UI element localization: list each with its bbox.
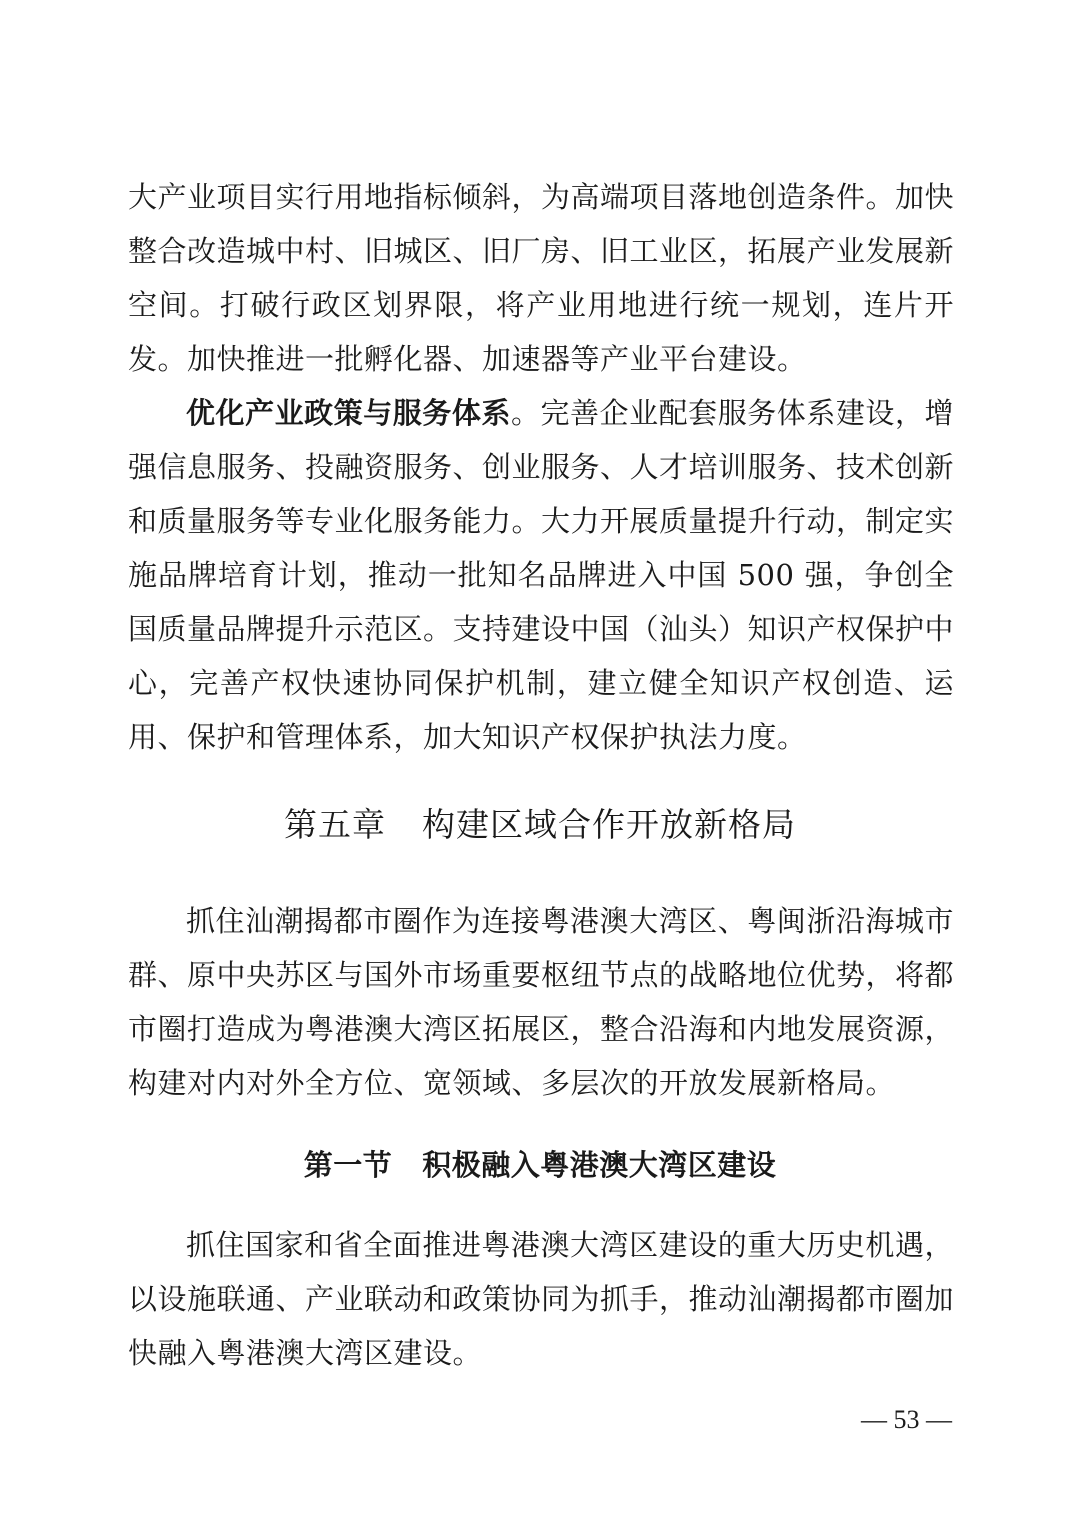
paragraph-lead-heading: 优化产业政策与服务体系 — [186, 396, 511, 430]
section-heading — [0, 1140, 1080, 1190]
paragraph-body: 。完善企业配套服务体系建设，增强信息服务、投融资服务、创业服务、人才培训服务、技术创新和质量服务等专业化服务能力。大力开展质量提升行动，制定实施品牌培育计划，推动一批知名品牌进入中国 500 强，争创全国质量品牌提升示范区。支持建设中国（汕头）知识产权保护中心，完善产权快速协同保护机制，建立健全知识产权创造、运用、保护和管理体系，加大知识产权保护执法力度。 — [128, 396, 955, 754]
chapter-number: 第五章 — [284, 805, 386, 844]
chapter-intro-paragraph: 抓住汕潮揭都市圈作为连接粤港澳大湾区、粤闽浙沿海城市群、原中央苏区与国外市场重要枢纽节点的战略地位优势，将都市圈打造成为粤港澳大湾区拓展区，整合沿海和内地发展资源，构建对内对外全方位、宽领域、多层次的开放发展新格局。 — [128, 904, 955, 1100]
chapter-heading — [0, 800, 1080, 850]
section-title: 积极融入粤港澳大湾区建设 — [422, 1148, 777, 1182]
section-number: 第一节 — [303, 1148, 393, 1182]
page-number: — 53 — — [861, 1405, 952, 1434]
chapter-title: 构建区域合作开放新格局 — [422, 805, 796, 844]
paragraph-land-use: 大产业项目实行用地指标倾斜，为高端项目落地创造条件。加快整合改造城中村、旧城区、旧厂房、旧工业区，拓展产业发展新空间。打破行政区划界限，将产业用地进行统一规划，连片开发。加快推进一批孵化器、加速器等产业平台建设。 — [128, 180, 955, 376]
section-intro-paragraph: 抓住国家和省全面推进粤港澳大湾区建设的重大历史机遇，以设施联通、产业联动和政策协同为抓手，推动汕潮揭都市圈加快融入粤港澳大湾区建设。 — [128, 1228, 955, 1370]
paragraph-industrial-policy — [128, 386, 954, 764]
